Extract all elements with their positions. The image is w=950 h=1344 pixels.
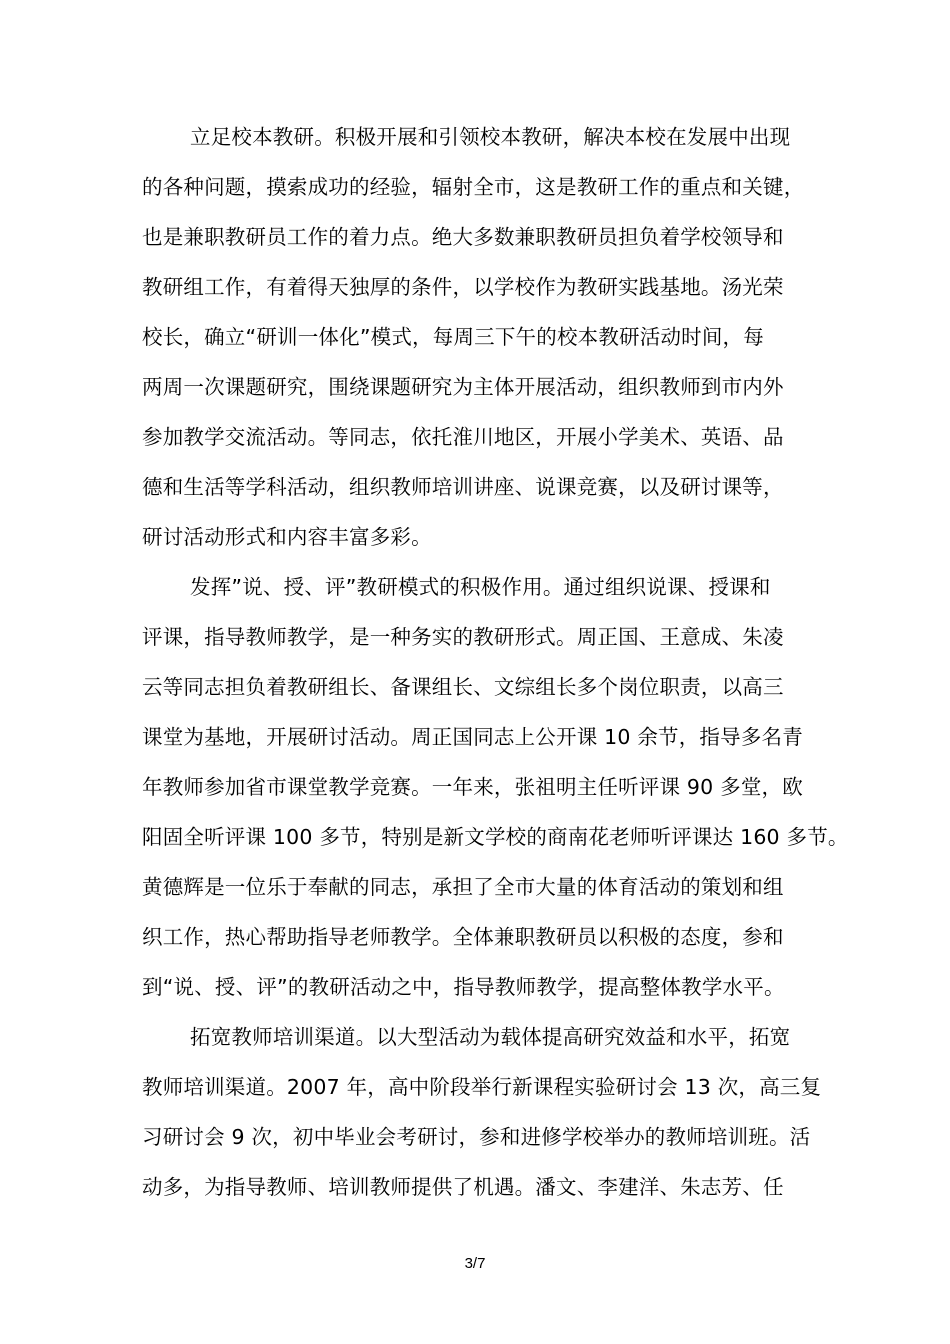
paragraph-1-line-9: 研讨活动形式和内容丰富多彩。 [142, 525, 432, 549]
paragraph-2-line-9: 到“说、授、评”的教研活动之中，指导教师教学，提高整体教学水平。 [142, 975, 785, 999]
paragraph-1-line-4: 教研组工作，有着得天独厚的条件，以学校作为教研实践基地。汤光荣 [142, 275, 784, 299]
paragraph-3-line-2: 教师培训渠道。2007 年，高中阶段举行新课程实验研讨会 13 次，高三复 [142, 1075, 822, 1099]
paragraph-2-line-7: 黄德辉是一位乐于奉献的同志，承担了全市大量的体育活动的策划和组 [142, 875, 784, 899]
paragraph-1-line-7: 参加教学交流活动。等同志，依托淮川地区，开展小学美术、英语、品 [142, 425, 784, 449]
paragraph-1-line-1: 立足校本教研。积极开展和引领校本教研，解决本校在发展中出现 [190, 125, 791, 149]
paragraph-1-line-8: 德和生活等学科活动，组织教师培训讲座、说课竞赛，以及研讨课等， [142, 475, 784, 499]
paragraph-2-line-8: 织工作，热心帮助指导老师教学。全体兼职教研员以积极的态度，参和 [142, 925, 784, 949]
paragraph-3-line-1: 拓宽教师培训渠道。以大型活动为载体提高研究效益和水平，拓宽 [190, 1025, 791, 1049]
page-number: 3/7 [464, 1255, 486, 1272]
paragraph-3-line-4: 动多，为指导教师、培训教师提供了机遇。潘文、李建洋、朱志芳、任 [142, 1175, 784, 1199]
paragraph-2-line-6: 阳固全听评课 100 多节，特别是新文学校的商南花老师听评课达 160 多节。 [142, 825, 849, 849]
paragraph-1-line-3: 也是兼职教研员工作的着力点。绝大多数兼职教研员担负着学校领导和 [142, 225, 784, 249]
paragraph-2-line-3: 云等同志担负着教研组长、备课组长、文综组长多个岗位职责，以高三 [142, 675, 784, 699]
paragraph-2-line-1: 发挥”说、授、评”教研模式的积极作用。通过组织说课、授课和 [190, 575, 771, 599]
paragraph-1-line-2: 的各种问题，摸索成功的经验，辐射全市，这是教研工作的重点和关键， [142, 175, 805, 199]
paragraph-2-line-2: 评课，指导教师教学，是一种务实的教研形式。周正国、王意成、朱凌 [142, 625, 784, 649]
paragraph-1-line-6: 两周一次课题研究，围绕课题研究为主体开展活动，组织教师到市内外 [142, 375, 784, 399]
paragraph-3-line-3: 习研讨会 9 次，初中毕业会考研讨，参和进修学校举办的教师培训班。活 [142, 1125, 811, 1149]
paragraph-2-line-4: 课堂为基地，开展研讨活动。周正国同志上公开课 10 余节，指导多名青 [142, 725, 803, 749]
paragraph-2-line-5: 年教师参加省市课堂教学竞赛。一年来，张祖明主任听评课 90 多堂，欧 [142, 775, 803, 799]
paragraph-1-line-5: 校长，确立“研训一体化”模式，每周三下午的校本教研活动时间，每 [142, 325, 764, 349]
